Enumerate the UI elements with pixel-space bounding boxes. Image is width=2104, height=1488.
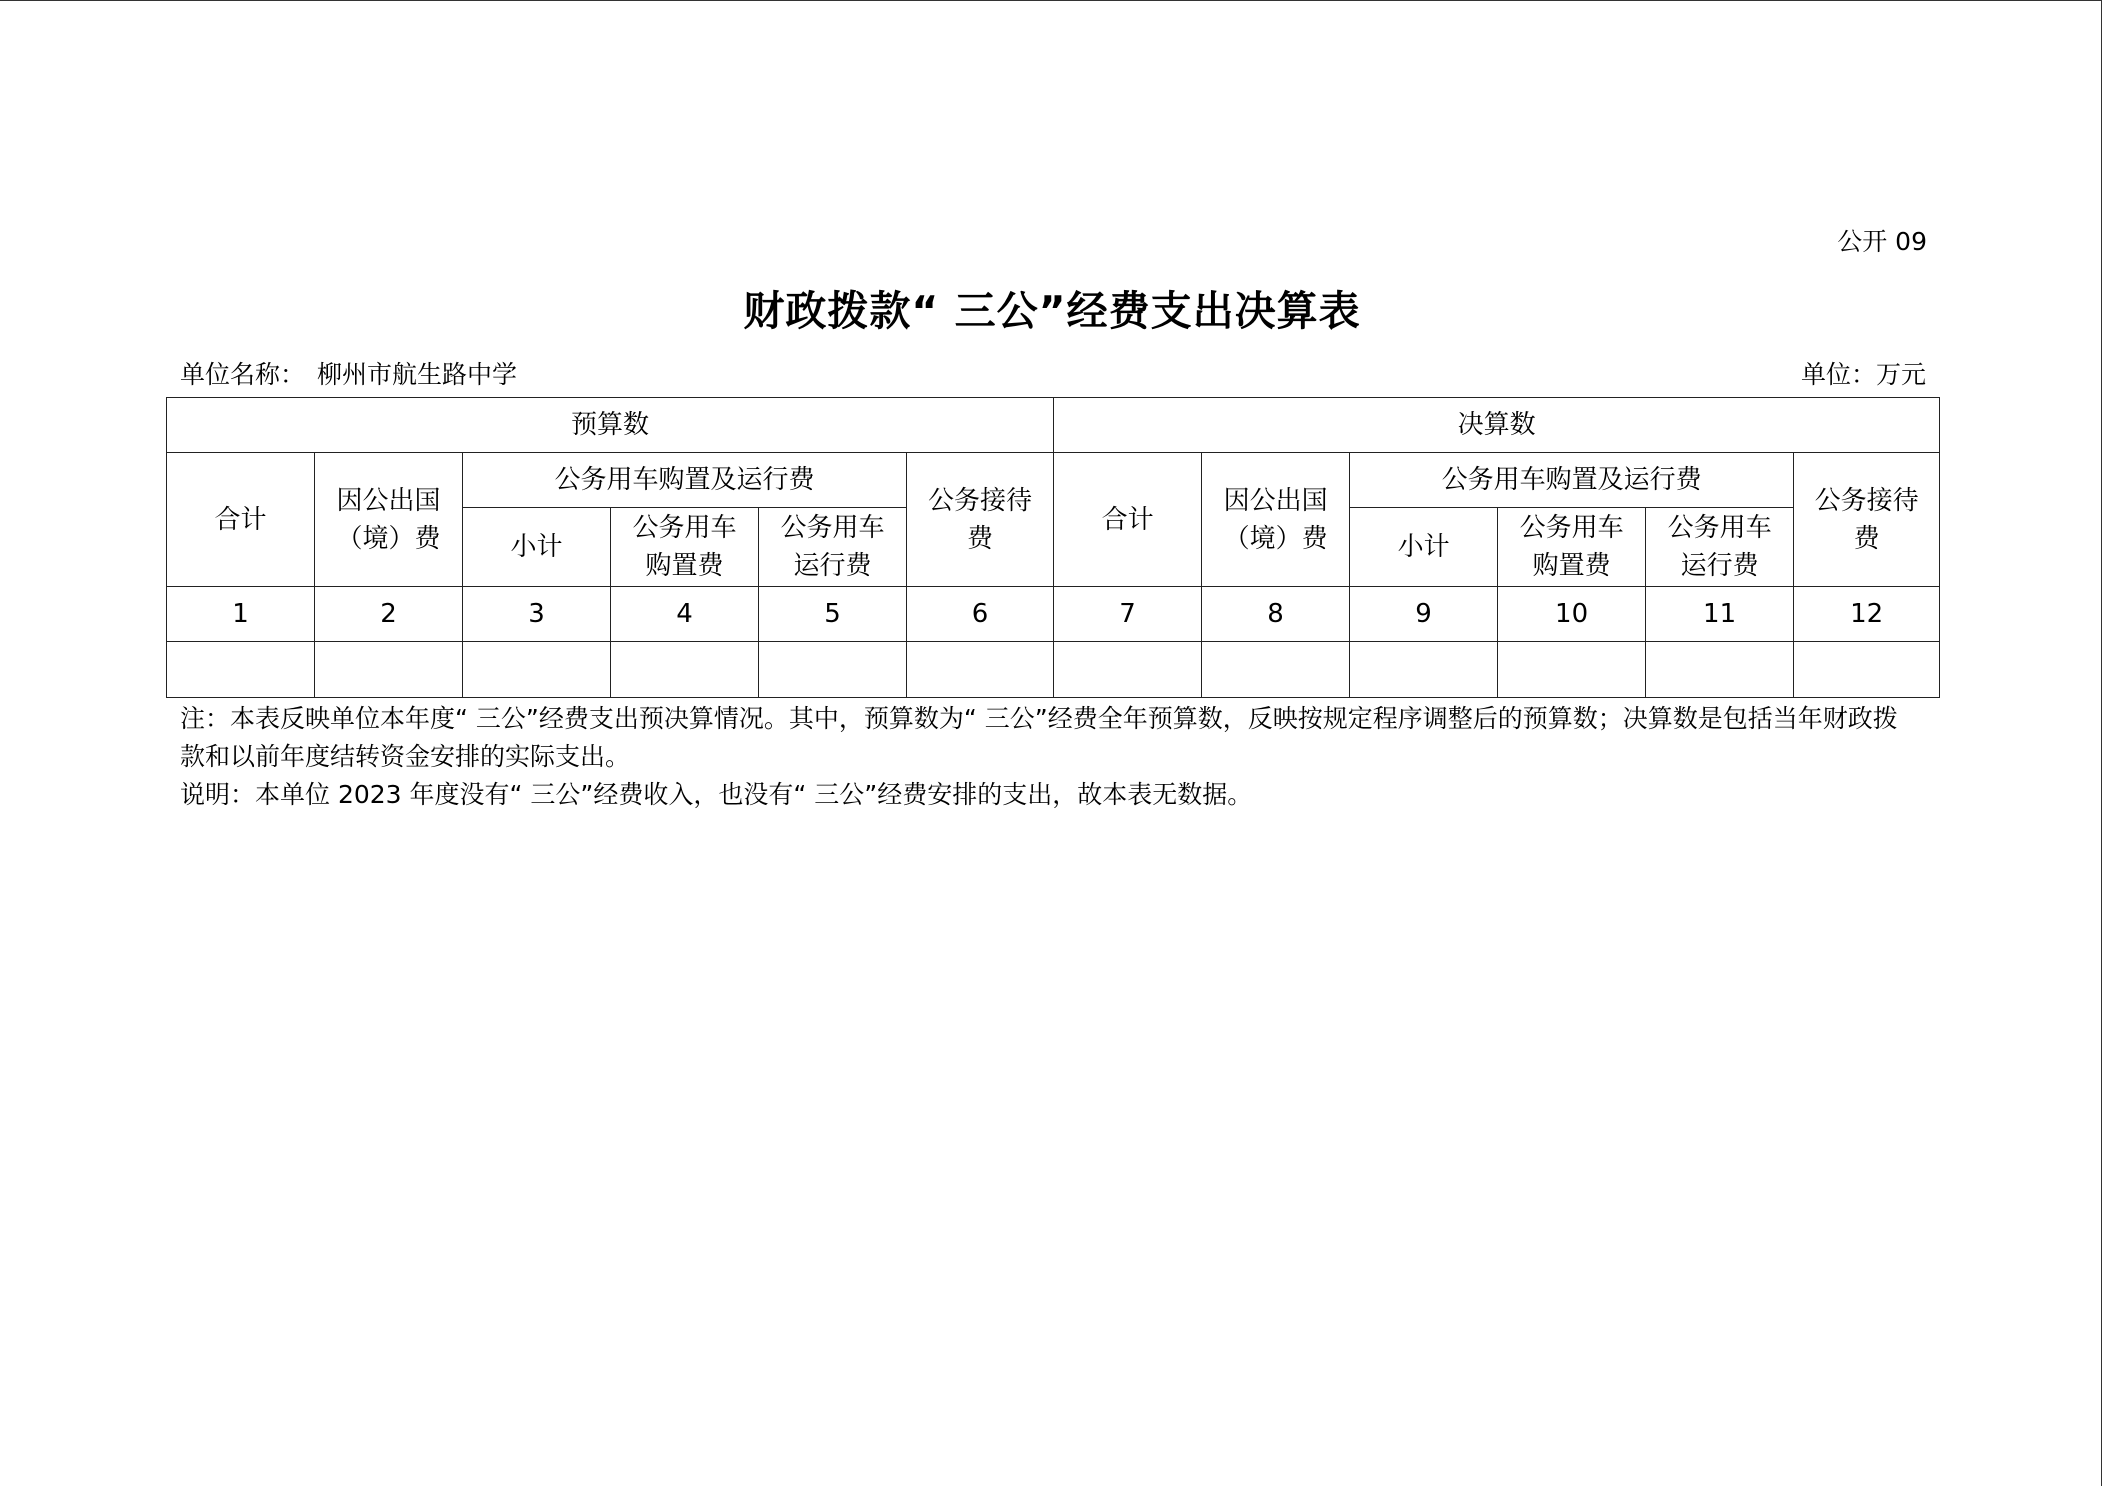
column-number: 12 — [1794, 587, 1940, 642]
explanation-text: 说明：本单位 2023 年度没有“ 三公”经费收入，也没有“ 三公”经费安排的支出，故本表无数据。 — [180, 780, 1253, 809]
final-operation-line2: 运行费 — [1680, 551, 1759, 581]
data-cell — [1054, 642, 1202, 698]
budget-purchase-line2: 购置费 — [645, 551, 724, 581]
document-code: 公开 09 — [1837, 227, 1927, 256]
budget-abroad-header — [315, 453, 463, 587]
unit-info-row — [180, 355, 1926, 391]
budget-subtotal-header: 小计 — [463, 508, 611, 587]
budget-group-header: 预算数 — [167, 398, 1054, 453]
data-cell — [167, 642, 315, 698]
note-text: 注：本表反映单位本年度“ 三公”经费支出预决算情况。其中，预算数为“ 三公”经费全年预算数，反映按规定程序调整后的预算数；决算数是包括当年财政拨款和以前年度结转资金安排的实际支出。 — [180, 704, 1898, 771]
data-cell — [1202, 642, 1350, 698]
budget-operation-line1: 公务用车 — [780, 513, 885, 543]
final-reception-line1: 公务接待 — [1814, 485, 1919, 516]
final-total-header: 合计 — [1054, 453, 1202, 587]
data-cell — [759, 642, 907, 698]
column-number: 7 — [1054, 587, 1202, 642]
notes-section — [180, 700, 1920, 814]
column-number: 1 — [167, 587, 315, 642]
page-title: 财政拨款“ 三公”经费支出决算表 — [743, 287, 1361, 335]
final-vehicle-group-header: 公务用车购置及运行费 — [1350, 453, 1794, 508]
data-cell — [1646, 642, 1794, 698]
budget-reception-line2: 费 — [967, 523, 994, 554]
column-number: 11 — [1646, 587, 1794, 642]
final-abroad-line1: 因公出国 — [1223, 485, 1328, 516]
budget-operation-line2: 运行费 — [793, 551, 872, 581]
column-number: 4 — [611, 587, 759, 642]
final-group-header: 决算数 — [1054, 398, 1940, 453]
column-number: 2 — [315, 587, 463, 642]
unit-name-label: 单位名称： — [180, 360, 306, 389]
unit-name — [180, 355, 517, 391]
data-cell — [315, 642, 463, 698]
column-number: 9 — [1350, 587, 1498, 642]
final-operation-line1: 公务用车 — [1667, 513, 1772, 543]
budget-total-header: 合计 — [167, 453, 315, 587]
budget-vehicle-group-header: 公务用车购置及运行费 — [463, 453, 907, 508]
final-purchase-header — [1498, 508, 1646, 587]
budget-abroad-line2: （境）费 — [336, 523, 441, 554]
budget-purchase-header — [611, 508, 759, 587]
data-cell — [611, 642, 759, 698]
currency-unit: 单位：万元 — [1800, 360, 1926, 389]
unit-name-value: 柳州市航生路中学 — [317, 360, 518, 389]
data-cell — [907, 642, 1054, 698]
column-number: 8 — [1202, 587, 1350, 642]
final-reception-header — [1794, 453, 1940, 587]
final-abroad-header — [1202, 453, 1350, 587]
final-subtotal-header: 小计 — [1350, 508, 1498, 587]
budget-reception-header — [907, 453, 1054, 587]
final-purchase-line2: 购置费 — [1532, 551, 1611, 581]
column-number: 5 — [759, 587, 907, 642]
final-purchase-line1: 公务用车 — [1519, 513, 1624, 543]
column-number: 10 — [1498, 587, 1646, 642]
budget-reception-line1: 公务接待 — [928, 485, 1033, 516]
expenditure-table — [166, 397, 1940, 698]
table-header-row-1 — [167, 453, 1940, 508]
data-cell — [1350, 642, 1498, 698]
column-number-row — [167, 587, 1940, 642]
column-number: 6 — [907, 587, 1054, 642]
final-abroad-line2: （境）费 — [1223, 523, 1328, 554]
data-cell — [1794, 642, 1940, 698]
budget-operation-header — [759, 508, 907, 587]
final-operation-header — [1646, 508, 1794, 587]
table-header-group-row — [167, 398, 1940, 453]
budget-purchase-line1: 公务用车 — [632, 513, 737, 543]
column-number: 3 — [463, 587, 611, 642]
final-reception-line2: 费 — [1853, 523, 1880, 554]
data-cell — [463, 642, 611, 698]
data-cell — [1498, 642, 1646, 698]
budget-abroad-line1: 因公出国 — [336, 485, 441, 516]
table-row — [167, 642, 1940, 698]
